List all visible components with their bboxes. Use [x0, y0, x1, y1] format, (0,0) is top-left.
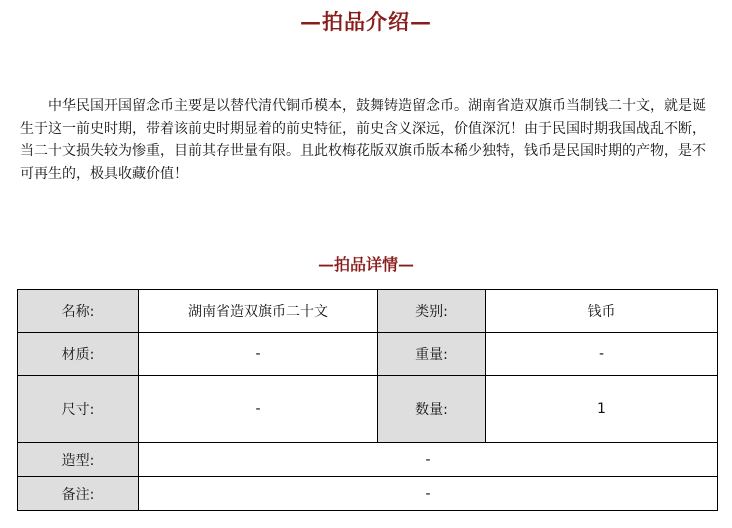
name-value: 湖南省造双旗币二十文 — [139, 290, 378, 333]
size-label: 尺寸: — [18, 376, 139, 443]
details-table — [17, 289, 718, 511]
size-value: - — [139, 376, 378, 443]
material-label: 材质: — [18, 333, 139, 376]
note-label: 备注: — [18, 477, 139, 511]
weight-value: - — [486, 333, 718, 376]
table-row — [18, 333, 718, 376]
intro-paragraph: 中华民国开国留念币主要是以替代清代铜币模本，鼓舞铸造留念币。湖南省造双旗币当制钱二十文，就是诞生于这一前史时期，带着该前史时期显着的前史特征，前史含义深远，价值深沉！由于民国时期我国战乱不断，当二十文损失较为惨重，目前其存世量有限。且此枚梅花版双旗币版本稀少独特，钱币是民国时期的产物，是不可再生的，极具收藏价值！ — [20, 98, 706, 182]
quantity-value: 1 — [486, 376, 718, 443]
shape-label: 造型: — [18, 443, 139, 477]
table-row — [18, 443, 718, 477]
weight-label: 重量: — [378, 333, 486, 376]
intro-title: —拍品介绍— — [300, 9, 432, 34]
table-row — [18, 477, 718, 511]
name-label: 名称: — [18, 290, 139, 333]
category-value: 钱币 — [486, 290, 718, 333]
details-title: —拍品详情— — [317, 255, 414, 274]
shape-value: - — [139, 443, 718, 477]
quantity-label: 数量: — [378, 376, 486, 443]
intro-text — [20, 95, 710, 185]
category-label: 类别: — [378, 290, 486, 333]
table-row — [18, 376, 718, 443]
table-row — [18, 290, 718, 333]
material-value: - — [139, 333, 378, 376]
note-value: - — [139, 477, 718, 511]
